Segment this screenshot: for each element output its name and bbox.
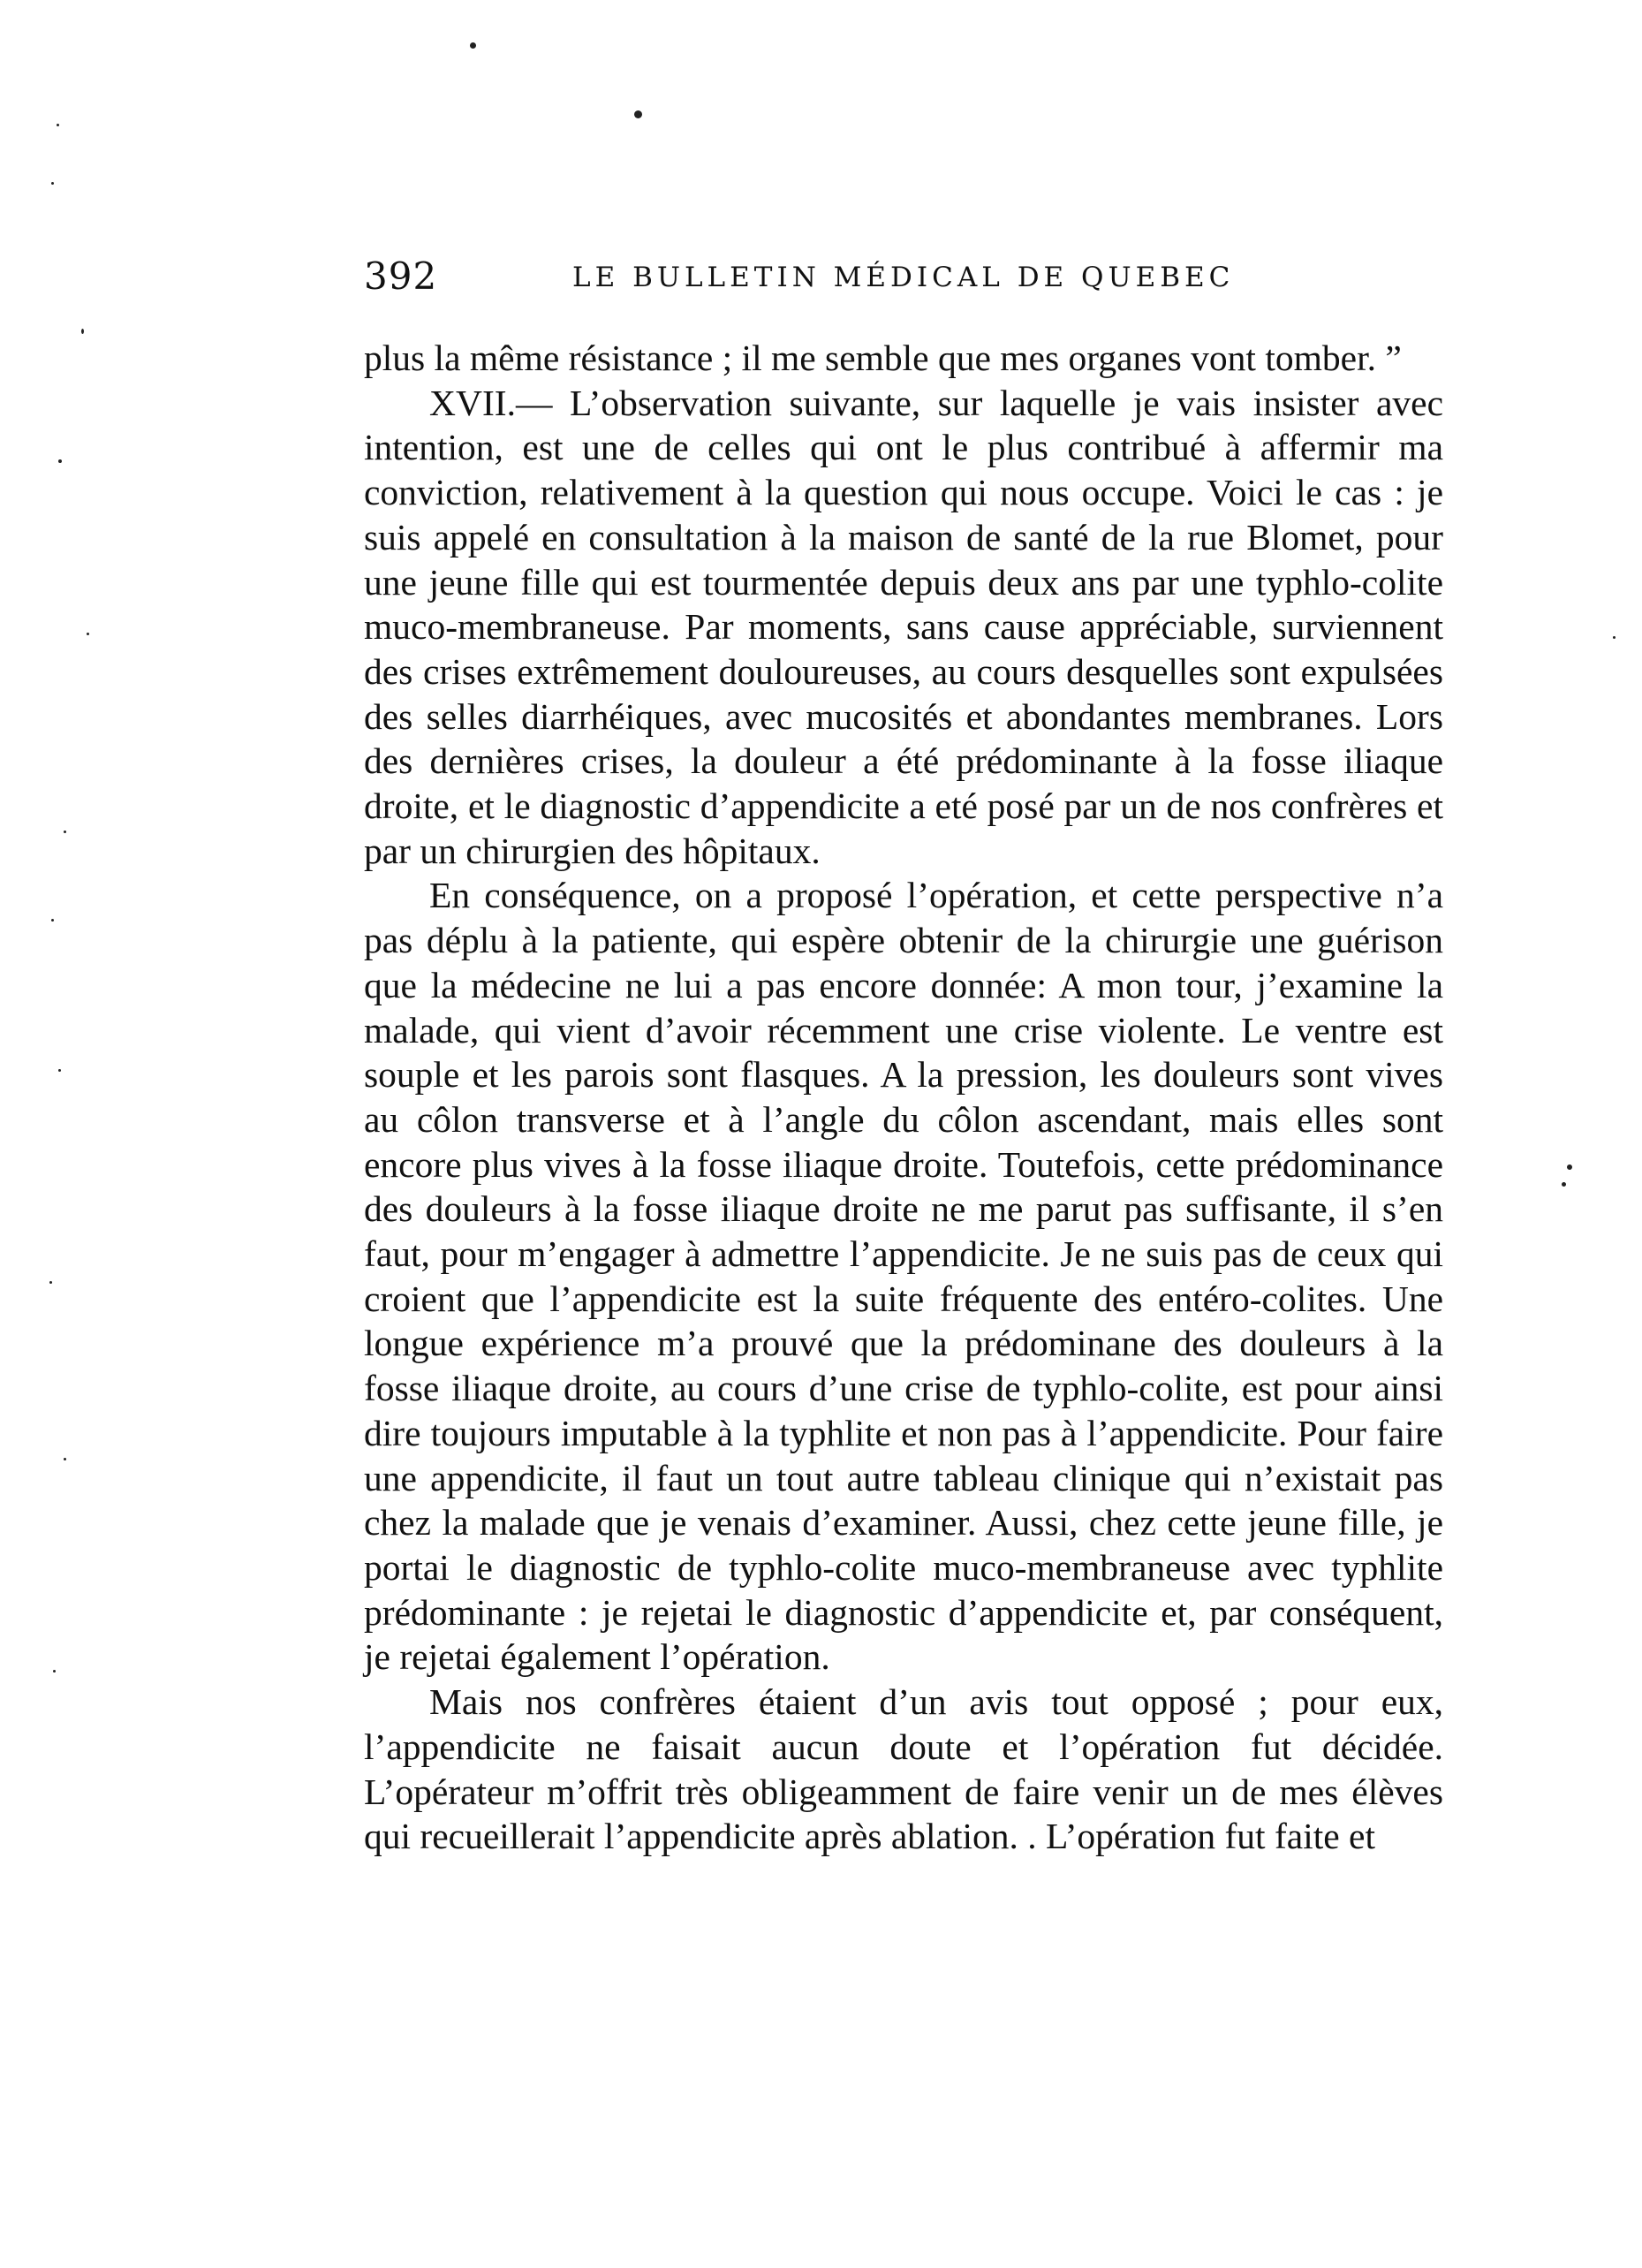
paragraph-observation-xvii: XVII.— L’observation suivante, sur laquelle je vais insister avec intention, est une de celles qui ont le plus contribué à affermir ma conviction, relativement à la question qui nous occupe. Voici le cas : je suis appelé en consultation à la maison de santé de la rue Blomet, pour une jeune fille qui est tourmentée depuis deux ans par une typhlo-colite muco-membraneuse. Par moments, sans cause appréciable, surviennent des crises extrêmement douloureuses, au cours desquelles sont expulsées des selles diarrhéiques, avec mucosités et abondantes membranes. Lors des dernières crises, la douleur a été prédominante à la fosse iliaque droite, et le diagnostic d’appendicite a eté posé par un de nos confrères et par un chirurgien des hôpitaux.: [364, 382, 1443, 871]
paragraph-continuation: plus la même résistance ; il me semble que mes organes vont tomber. ”: [364, 338, 1402, 378]
page-header: [364, 254, 1441, 307]
paragraph-consequence: En conséquence, on a proposé l’opération, et cette perspective n’a pas déplu à la patiente, qui espère obtenir de la chirurgie une guérison que la médecine ne lui a pas encore donnée: A mon tour, j’examine la malade, qui vient d’avoir récemment une crise violente. Le ventre est souple et les parois sont flasques. A la pression, les douleurs sont vives au côlon transverse et à l’angle du côlon ascendant, mais elles sont encore plus vives à la fosse iliaque droite. Toutefois, cette prédominance des douleurs à la fosse iliaque droite ne me parut pas suffisante, il s’en faut, pour m’engager à admettre l’appendicite. Je ne suis pas de ceux qui croient que l’appendicite est la suite fréquente des entéro-colites. Une longue expérience m’a prouvé que la prédominane des douleurs à la fosse iliaque droite, au cours d’une crise de typhlo-colite, est pour ainsi dire toujours imputable à la typhlite et non pas à l’appendicite. Pour faire une appendicite, il faut un tout autre tableau clinique qui n’existait pas chez la malade que je venais d’examiner. Aussi, chez cette jeune fille, je portai le diagnostic de typhlo-colite muco-membraneuse avec typhlite prédominante : je rejetai le diagnostic d’appendicite et, par conséquent, je rejetai également l’opération.: [364, 875, 1443, 1678]
body-text: [364, 336, 1443, 1859]
page-number: 392: [364, 254, 438, 298]
paragraph-operation: Mais nos confrères étaient d’un avis tout opposé ; pour eux, l’appendicite ne faisait aucun doute et l’opération fut décidée. L’opérateur m’offrit très obligeamment de faire venir un de mes élèves qui recueillerait l’appendicite après ablation. . L’opération fut faite et: [364, 1681, 1443, 1857]
running-title: LE BULLETIN MÉDICAL DE QUEBEC: [572, 262, 1235, 293]
